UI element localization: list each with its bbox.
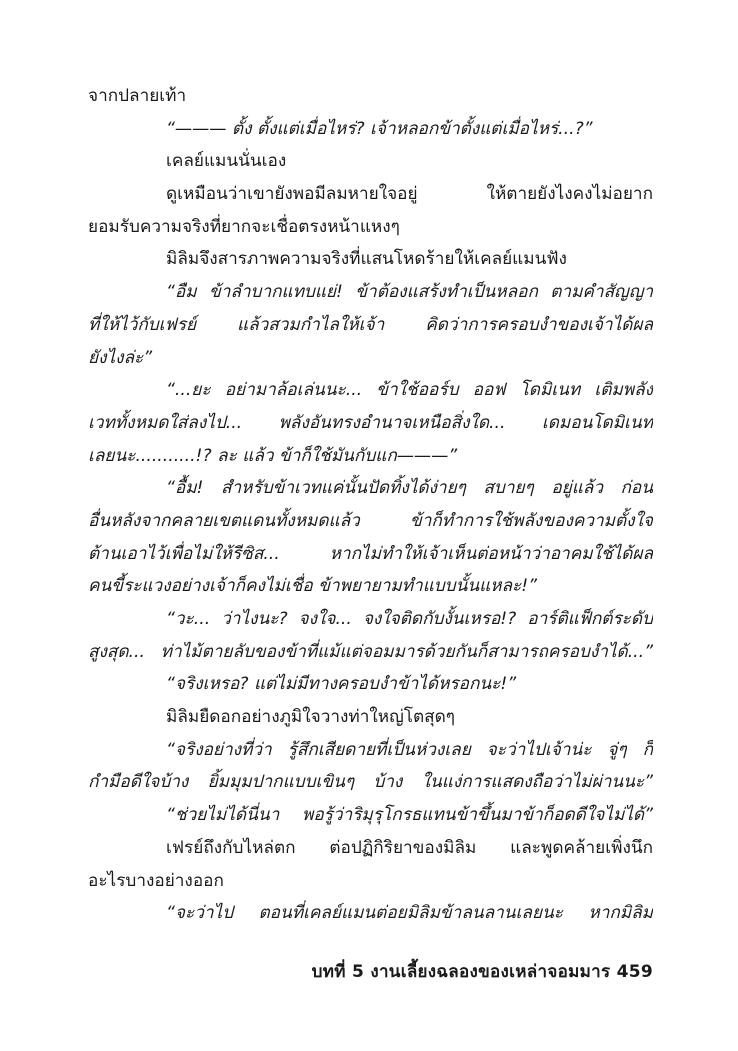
text-line: มิลิมยืดอกอย่างภูมิใจวางท่าใหญ่โตสุดๆ <box>166 707 456 728</box>
text-line: เคลย์แมนนั่นเอง <box>166 151 287 172</box>
page-body <box>88 80 653 930</box>
text-line: ที่ให้ไว้กับเฟรย์ แล้วสวมกำไลให้เจ้า คิดว่าการครอบงำของเจ้าได้ผล <box>88 314 653 335</box>
text-line: อะไรบางอย่างออก <box>88 870 224 891</box>
page-number: 459 <box>616 962 653 982</box>
text-line: ดูเหมือนว่าเขายังพอมีลมหายใจอยู่ ให้ตายยังไงคงไม่อยาก <box>166 184 653 205</box>
text-line: สูงสุด... ท่าไม้ตายลับของข้าที่แม้แต่จอมมารด้วยกันก็สามารถครอบงำได้...” <box>88 641 653 662</box>
text-line: เฟรย์ถึงกับไหล่ตก ต่อปฏิกิริยาของมิลิม และพูดคล้ายเพิ่งนึก <box>166 837 653 858</box>
text-line: เวททั้งหมดใส่ลงไป... พลังอันทรงอำนาจเหนือสิ่งใด... เดมอนโดมิเนท <box>88 412 653 433</box>
text-line: “ช่วยไม่ได้นี่นา พอรู้ว่าริมุรุโกรธแทนข้าขึ้นมาข้าก็อดดีใจไม่ได้” <box>166 805 653 826</box>
text-line: คนขี้ระแวงอย่างเจ้าก็คงไม่เชื่อ ข้าพยายามทำแบบนั้นแหละ!” <box>88 576 538 597</box>
text-line: ยอมรับความจริงที่ยากจะเชื่อตรงหน้าแหงๆ <box>88 216 400 237</box>
chapter-title: บทที่ 5 งานเลี้ยงฉลองของเหล่าจอมมาร <box>311 962 611 982</box>
text-line: “จะว่าไป ตอนที่เคลย์แมนต่อยมิลิมข้าลนลานเลยนะ หากมิลิม <box>166 903 653 924</box>
text-line: เลยนะ...........!? ละ แล้ว ข้าก็ใช้มันกับแก———” <box>88 445 458 466</box>
text-line: “อืม ข้าลำบากแทบแย่! ข้าต้องแสร้งทำเป็นหลอก ตามคำสัญญา <box>166 282 653 303</box>
text-line: “วะ... ว่าไงนะ? จงใจ... จงใจติดกับงั้นเหรอ!? อาร์ติแฟ็กต์ระดับ <box>166 609 653 629</box>
text-line: จากปลายเท้า <box>88 86 187 106</box>
text-line: กำมือดีใจบ้าง ยิ้มมุมปากแบบเขินๆ บ้าง ในแง่การแสดงถือว่าไม่ผ่านนะ” <box>88 772 653 793</box>
running-footer <box>88 958 653 985</box>
text-line: มิลิมจึงสารภาพความจริงที่แสนโหดร้ายให้เคลย์แมนฟัง <box>166 249 567 270</box>
text-line: ต้านเอาไว้เพื่อไม่ให้รีซิส... หากไม่ทำให้เจ้าเห็นต่อหน้าว่าอาคมใช้ได้ผล <box>88 543 653 564</box>
text-line: “——— ตั้ง ตั้งแต่เมื่อไหร่? เจ้าหลอกข้าตั้งแต่เมื่อไหร่...?” <box>166 118 593 139</box>
text-line: “อื้ม! สำหรับข้าเวทแค่นั้นปัดทิ้งได้ง่ายๆ สบายๆ อยู่แล้ว ก่อน <box>166 478 653 499</box>
text-line: อื่นหลังจากคลายเขตแดนทั้งหมดแล้ว ข้าก็ทำการใช้พลังของความตั้งใจ <box>88 510 653 531</box>
text-line: “จริงอย่างที่ว่า รู้สึกเสียดายที่เป็นห่วงเลย จะว่าไปเจ้าน่ะ จู่ๆ ก็ <box>166 739 653 760</box>
text-line: “...ยะ อย่ามาล้อเล่นนะ... ข้าใช้ออร์บ ออฟ โดมิเนท เติมพลัง <box>166 380 653 401</box>
text-line: “จริงเหรอ? แต่ไม่มีทางครอบงำข้าได้หรอกนะ!” <box>166 674 517 695</box>
text-line: ยังไงล่ะ” <box>88 347 153 368</box>
